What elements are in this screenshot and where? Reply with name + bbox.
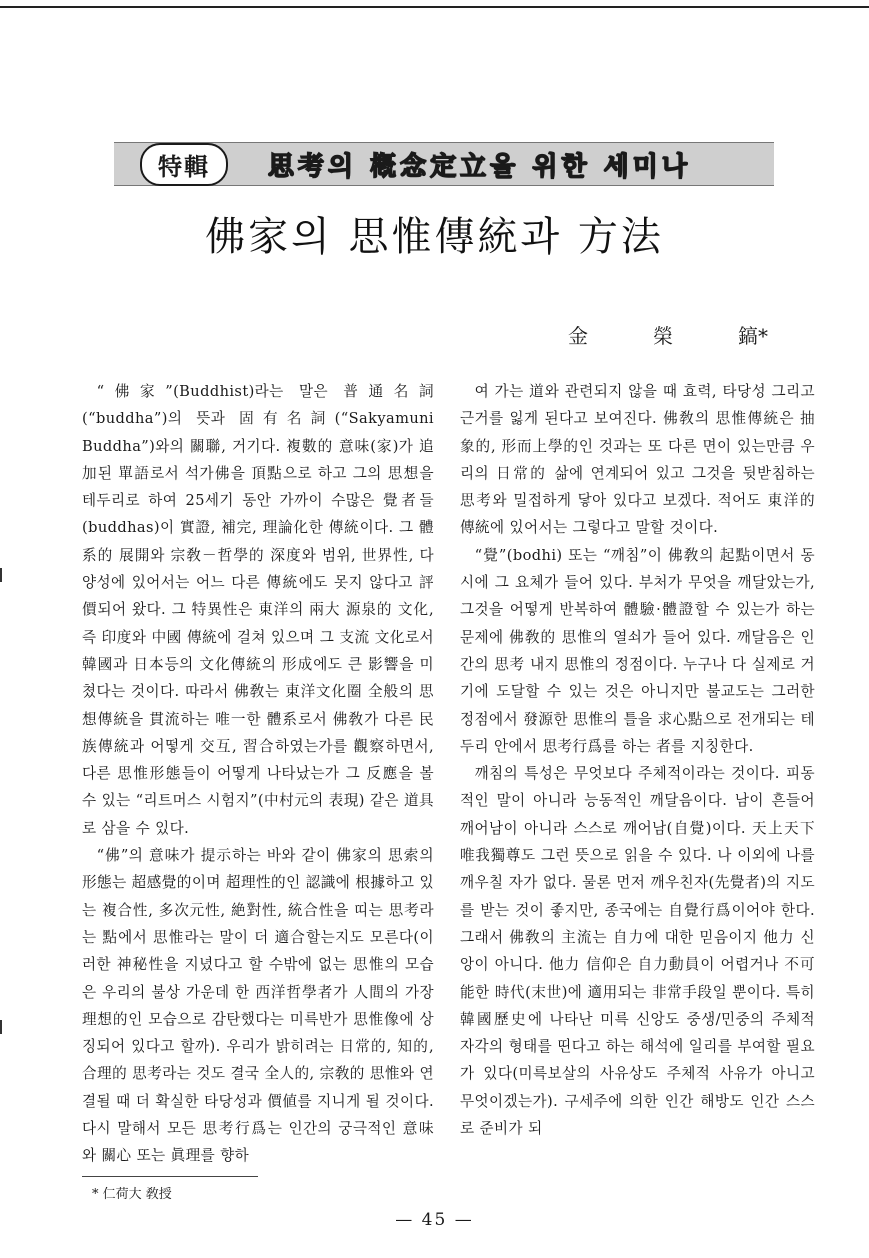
scan-edge-mark [0, 568, 2, 582]
paragraph: 깨침의 특성은 무엇보다 주체적이라는 것이다. 피동적인 말이 아니라 능동적인 깨달음이다. 남이 흔들어 깨어남이 아니라 스스로 깨어남(自覺)이다. 天上天下唯我獨尊도 그런 뜻으로 읽을 수 있다. 나 이외에 나를 깨우칠 자가 없다. 물론 먼저 깨우친자(先覺者)의 지도를 받는 것이 좋지만, 종국에는 自覺行爲이어야 한다. 그래서 佛敎의 主流는 自力에 대한 믿음이지 他力 신앙이 아니다. 他力 信仰은 自力動員이 어렵거나 不可能한 時代(末世)에 適用되는 非常手段일 뿐이다. 특히 韓國歷史에 나타난 미륵 신앙도 중생/민중의 주체적 자각의 형태를 띤다고 하는 해석에 일리를 부여할 필요가 있다(미륵보살의 사유상도 주체적 사유가 아니고 무엇이겠는가). 구세주에 의한 인간 해방도 인간 스스로 준비가 되 [460, 765, 815, 1138]
footnote-divider [82, 1176, 258, 1177]
special-issue-badge: 特輯 [140, 143, 228, 186]
author-char: 榮 [653, 324, 673, 348]
author-name [568, 320, 768, 349]
top-rule [0, 6, 869, 8]
banner-title: 思考의 槪念定立을 위한 세미나 [268, 151, 691, 182]
page-number: — 45 — [395, 1210, 474, 1230]
paragraph: “佛”의 意味가 提示하는 바와 같이 佛家의 思索의 形態는 超感覺的이며 超理性的인 認識에 根據하고 있는 複合性, 多次元性, 絶對性, 統合性을 띠는 思考라는 點에서 思惟라는 말이 더 適合할는지도 모른다(이러한 神秘性을 지녔다고 할 수밖에 없는 思惟의 모습은 우리의 불상 가운데 한 西洋哲學者가 人間의 가장 理想的인 모습으로 감탄했다는 미륵반가 思惟像에 상징되어 있다고 할까). 우리가 밝히려는 日常的, 知的, 合理的 思考라는 것도 결국 全人的, 宗敎的 思惟와 연결될 때 더 확실한 타당성과 價値를 지니게 될 것이다. 다시 말해서 모든 思考行爲는 인간의 궁극적인 意味와 關心 또는 眞理를 향하 [82, 847, 434, 1165]
section-banner [114, 142, 774, 186]
paragraph: 여 가는 道와 관련되지 않을 때 효력, 타당성 그리고 근거를 잃게 된다고 보여진다. 佛敎의 思惟傳統은 抽象的, 形而上學的인 것과는 또 다른 면이 있는만큼 우리의 日常的 삶에 연계되어 있고 그것을 뒷받침하는 思考와 밀접하게 닿아 있다고 보겠다. 적어도 東洋的 傳統에 있어서는 그렇다고 말할 것이다. [460, 383, 815, 537]
paragraph: “覺”(bodhi) 또는 “깨침”이 佛敎의 起點이면서 동시에 그 요체가 들어 있다. 부처가 무엇을 깨달았는가, 그것을 어떻게 반복하여 體驗·體證할 수 있는가 하는 문제에 佛敎的 思惟의 열쇠가 들어 있다. 깨달음은 인간의 思考 내지 思惟의 정점이다. 누구나 다 실제로 거기에 도달할 수 있는 것은 아니지만 불교도는 그러한 정점에서 發源한 思惟의 틀을 求心點으로 전개되는 테두리 안에서 思考行爲를 하는 者를 지칭한다. [460, 546, 815, 755]
author-char: 金 [568, 324, 588, 348]
author-char: 鎬* [738, 324, 768, 348]
right-column [460, 378, 815, 1142]
footnote: * 仁荷大 敎授 [92, 1187, 172, 1202]
left-column [82, 378, 434, 1170]
article-title: 佛家의 思惟傳統과 方法 [205, 214, 664, 260]
scan-edge-mark [0, 1020, 2, 1034]
paragraph: “佛家”(Buddhist)라는 말은 普通名詞(“buddha”)의 뜻과 固有名詞(“Sakyamuni Buddha”)와의 關聯, 거기다. 複數的 意味(家)가 追加된 單語로서 석가佛을 頂點으로 하고 그의 思想을 테두리로 하여 25세기 동안 가까이 수많은 覺者들(buddhas)이 實證, 補完, 理論化한 傳統이다. 그 體系的 展開와 宗敎－哲學的 深度와 범위, 世界性, 다양성에 있어서는 어느 다른 傳統에도 못지 않다고 評價되어 왔다. 그 特異性은 東洋의 兩大 源泉的 文化, 즉 印度와 中國 傳統에 걸쳐 있으며 그 支流 文化로서 韓國과 日本등의 文化傳統의 形成에도 큰 影響을 미쳤다는 것이다. 따라서 佛敎는 東洋文化圈 全般의 思想傳統을 貫流하는 唯一한 體系로서 佛敎가 다른 民族傳統과 어떻게 交互, 習合하였는가를 觀察하면서, 다른 思惟形態들이 어떻게 나타났는가 그 反應을 볼 수 있는 “리트머스 시험지”(中村元의 表現) 같은 道具로 삼을 수 있다. [82, 383, 434, 837]
